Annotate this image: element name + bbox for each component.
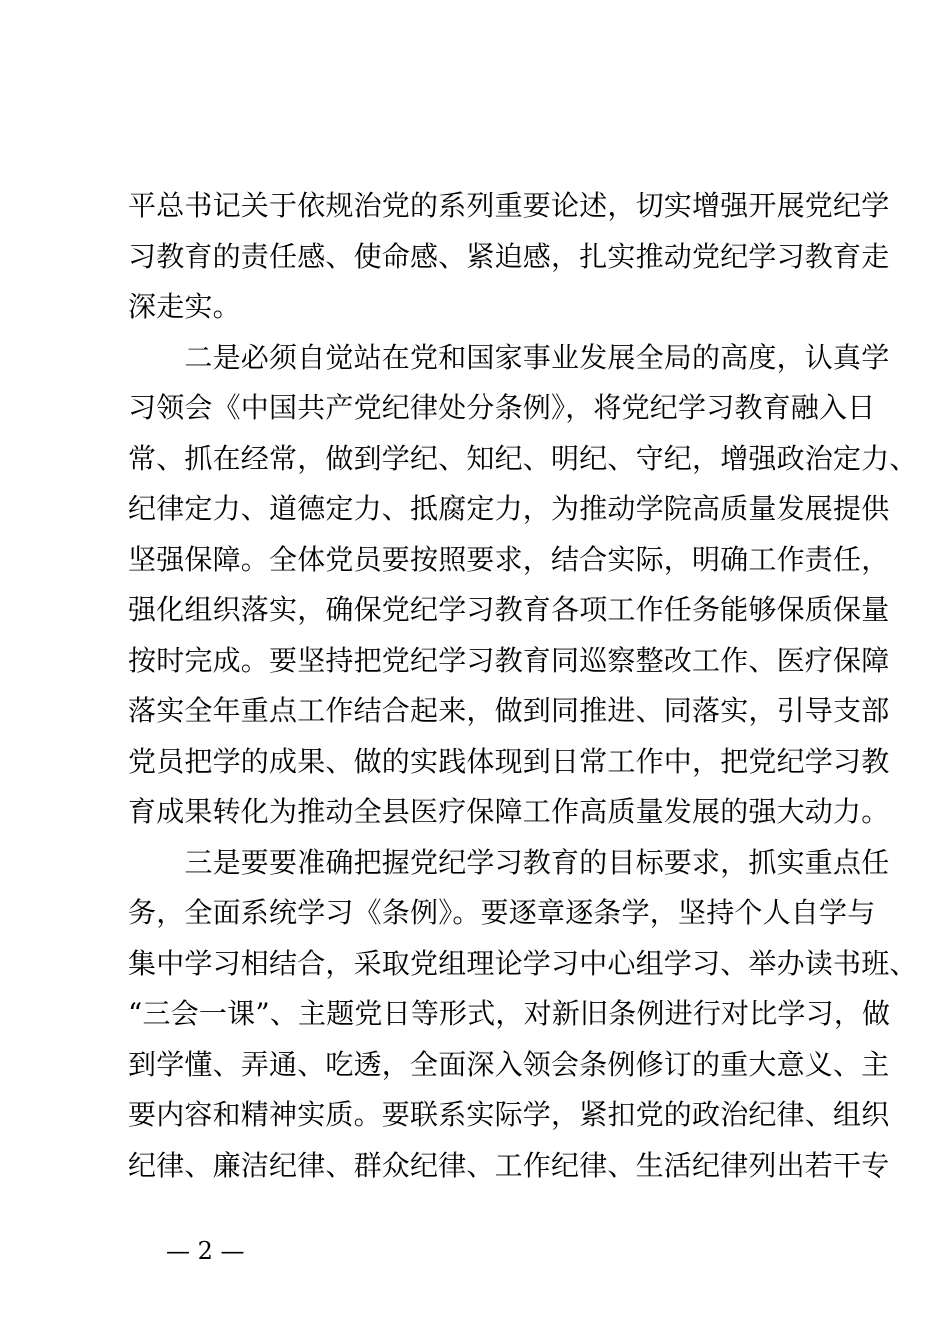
- text-line: 要内容和精神实质。要联系实际学，紧扣党的政治纪律、组织: [128, 1098, 890, 1131]
- text-line: 到学懂、弄通、吃透，全面深入领会条例修订的重大意义、主: [128, 1047, 890, 1081]
- text-line: 强化组织落实，确保党纪学习教育各项工作任务能够保质保量: [128, 593, 890, 626]
- text-line: 纪律、廉洁纪律、群众纪律、工作纪律、生活纪律列出若干专: [128, 1148, 890, 1182]
- text-line: 平总书记关于依规治党的系列重要论述，切实增强开展党纪学: [128, 189, 890, 222]
- text-line: 党员把学的成果、做的实践体现到日常工作中，把党纪学习教: [128, 744, 890, 778]
- text-line: 落实全年重点工作结合起来，做到同推进、同落实，引导支部: [128, 694, 890, 727]
- text-line: 习领会《中国共产党纪律处分条例》，将党纪学习教育融入日: [128, 391, 876, 424]
- text-line: “三会一课”、主题党日等形式，对新旧条例进行对比学习，做: [128, 997, 891, 1030]
- text-line: 纪律定力、道德定力、抵腐定力，为推动学院高质量发展提供: [128, 492, 890, 525]
- text-line: 集中学习相结合，采取党组理论学习中心组学习、举办读书班、: [128, 946, 918, 980]
- text-line: 常、抓在经常，做到学纪、知纪、明纪、守纪，增强政治定力、: [128, 441, 918, 475]
- text-line: 按时完成。要坚持把党纪学习教育同巡察整改工作、医疗保障: [128, 643, 890, 677]
- text-line: 习教育的责任感、使命感、紧迫感，扎实推动党纪学习教育走: [128, 239, 890, 273]
- text-line: 坚强保障。全体党员要按照要求，结合实际，明确工作责任，: [128, 542, 890, 576]
- page-number: — 2 —: [166, 1237, 245, 1265]
- body-text: [128, 181, 918, 1191]
- text-line: 育成果转化为推动全县医疗保障工作高质量发展的强大动力。: [128, 795, 890, 828]
- text-line: 三是要要准确把握党纪学习教育的目标要求，抓实重点任: [128, 845, 890, 879]
- text-line: 深走实。: [128, 290, 241, 323]
- text-line: 务，全面系统学习《条例》。要逐章逐条学，坚持个人自学与: [128, 896, 876, 929]
- text-line: 二是必须自觉站在党和国家事业发展全局的高度，认真学: [128, 340, 890, 374]
